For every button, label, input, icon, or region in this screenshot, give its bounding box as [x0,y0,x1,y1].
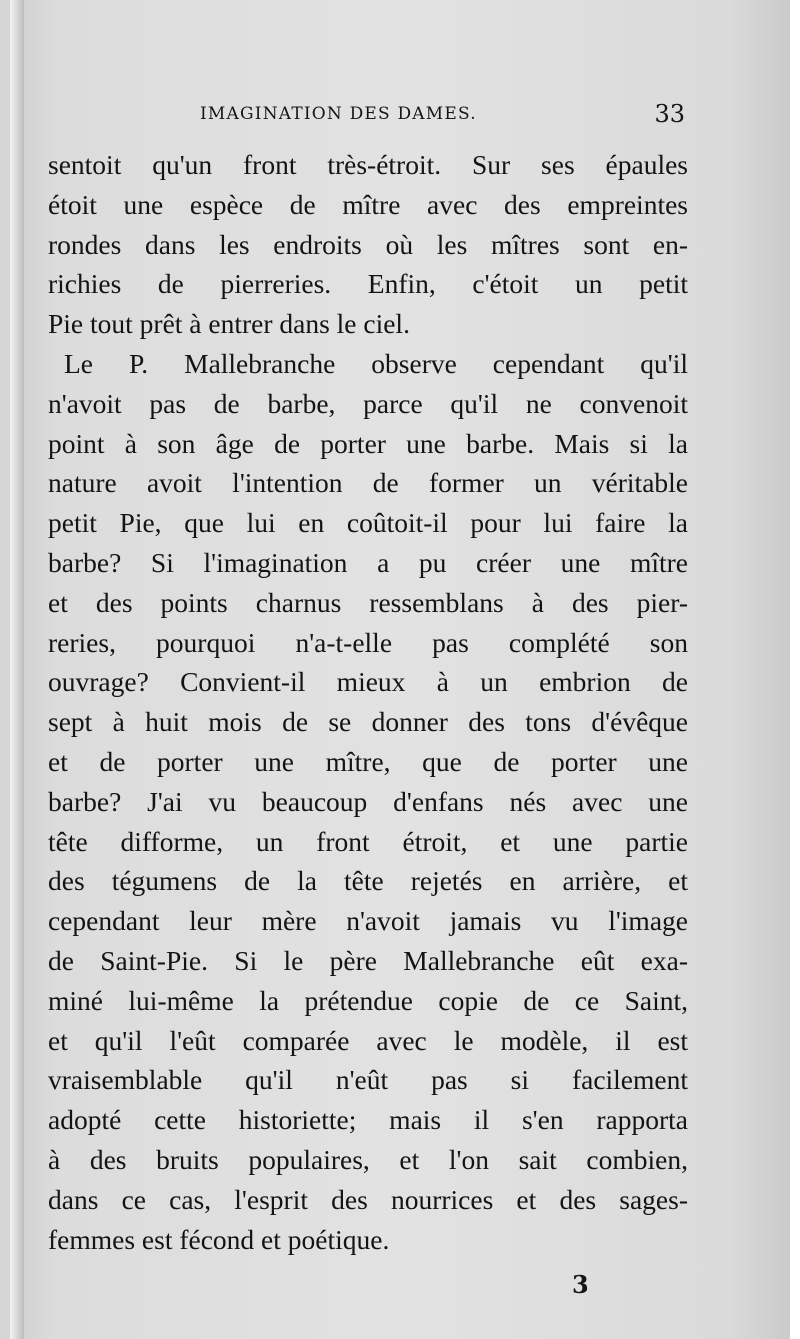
running-title: IMAGINATION DES DAMES. [200,104,477,124]
text-line: adopté cette historiette; mais il s'en rapporta [48,1104,688,1136]
text-line: femmes est fécond et poétique. [48,1223,390,1255]
text-line: rondes dans les endroits où les mîtres sont en- [48,228,688,260]
text-line: miné lui-même la prétendue copie de ce Saint, [48,984,688,1016]
page-header [200,100,685,140]
text-line: et des points charnus ressemblans à des pier- [48,586,688,618]
page-edge [790,0,800,1339]
text-line: et de porter une mître, que de porter une [48,745,688,777]
text-line: tête difforme, un front étroit, et une partie [48,825,688,857]
text-line: n'avoit pas de barbe, parce qu'il ne convenoit [48,387,688,419]
binding-shadow [10,0,24,1339]
text-line: cependant leur mère n'avoit jamais vu l'image [48,905,688,937]
text-line: barbe? J'ai vu beaucoup d'enfans nés avec une [48,785,688,817]
text-line: sentoit qu'un front très-étroit. Sur ses épaules [48,149,688,180]
text-line: richies de pierreries. Enfin, c'étoit un petit [48,268,688,300]
text-line: reries, pourquoi n'a-t-elle pas complété son [48,626,688,658]
text-line: sept à huit mois de se donner des tons d'évêque [48,706,688,738]
page-number: 33 [654,100,685,128]
text-line: dans ce cas, l'esprit des nourrices et des sages- [48,1183,688,1215]
text-line: petit Pie, que lui en coûtoit-il pour lui faire la [48,507,688,539]
text-line: des tégumens de la tête rejetés en arrière, et [48,865,688,897]
text-line: barbe? Si l'imagination a pu créer une mître [48,546,688,578]
text-line: Pie tout prêt à entrer dans le ciel. [48,308,410,340]
text-line: nature avoit l'intention de former un véritable [48,467,688,499]
text-line: et qu'il l'eût comparée avec le modèle, il est [48,1024,688,1056]
text-line: de Saint-Pie. Si le père Mallebranche eût exa- [48,944,688,976]
text-line: étoit une espèce de mître avec des empreintes [48,188,688,220]
body-text [48,145,688,1259]
text-line: à des bruits populaires, et l'on sait combien, [48,1143,688,1175]
text-line: vraisemblable qu'il n'eût pas si facilement [48,1064,688,1096]
signature-mark: 3 [572,1270,589,1299]
text-line: point à son âge de porter une barbe. Mais si la [48,427,688,459]
text-line: ouvrage? Convient-il mieux à un embrion de [48,666,688,698]
text-line: Le P. Mallebranche observe cependant qu'il [64,347,688,379]
